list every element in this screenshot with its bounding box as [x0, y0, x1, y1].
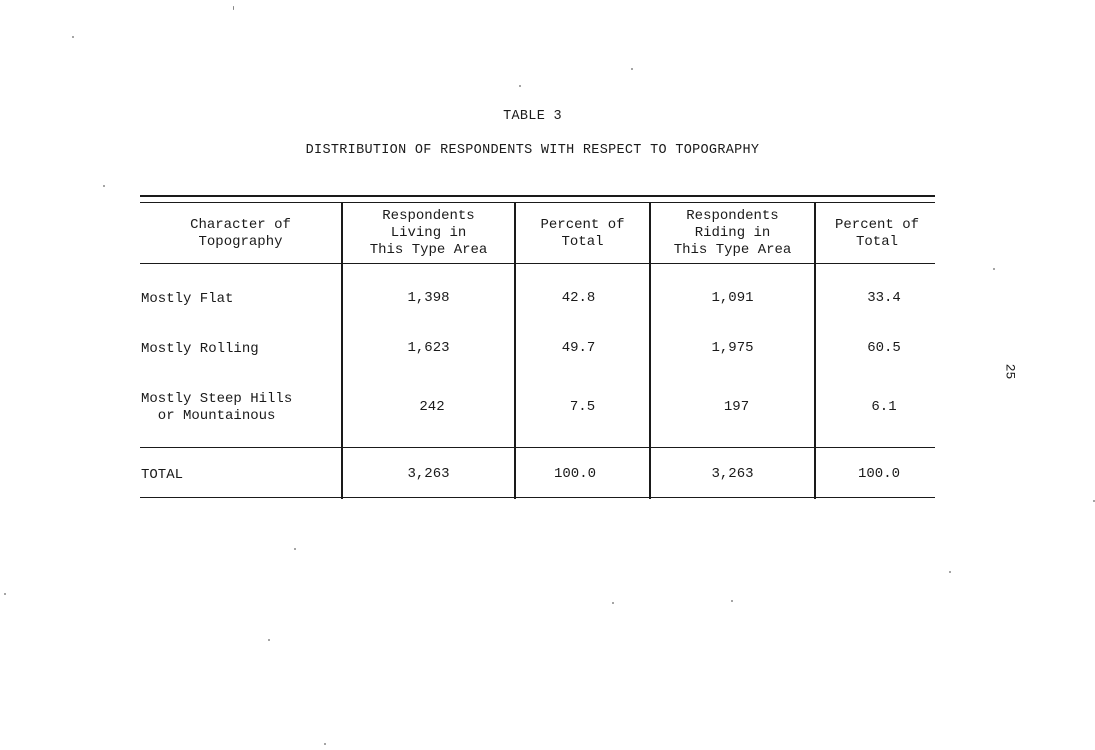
scan-speck — [72, 36, 74, 38]
scan-speck — [294, 548, 296, 550]
table-cell: 1,091 — [711, 290, 754, 306]
table-cell: 33.4 — [867, 290, 901, 306]
scan-speck — [949, 571, 951, 573]
scan-speck — [233, 6, 234, 10]
table-cell: 1,398 — [407, 290, 450, 306]
table-cell: 7.5 — [569, 399, 596, 415]
scan-speck — [519, 85, 521, 87]
scan-speck — [993, 268, 995, 270]
table-cell: 6.1 — [871, 399, 897, 415]
header-respondents-riding: Respondents Riding in This Type Area — [673, 208, 792, 258]
table-cell: 1,975 — [711, 340, 754, 356]
table-number: TABLE 3 — [503, 109, 562, 124]
header-percent-living: Percent of Total — [540, 217, 625, 250]
table-cell: 197 — [723, 399, 750, 415]
total-cell: 3,263 — [407, 466, 450, 482]
table-cell: 242 — [419, 399, 445, 415]
header-percent-riding: Percent of Total — [834, 217, 919, 250]
page-number: 25 — [1002, 363, 1018, 380]
scan-speck — [103, 185, 105, 187]
table-cell: 1,623 — [407, 340, 450, 356]
total-label: TOTAL — [141, 467, 184, 483]
total-cell: 3,263 — [711, 466, 754, 482]
total-cell: 100.0 — [857, 466, 900, 482]
total-cell: 100.0 — [553, 466, 596, 482]
scan-speck — [268, 639, 270, 641]
header-topography: Character of Topography — [190, 217, 291, 250]
scan-speck — [612, 602, 614, 604]
scan-speck — [631, 68, 633, 70]
header-respondents-living: Respondents Living in This Type Area — [369, 208, 488, 258]
table-cell: 49.7 — [561, 340, 596, 356]
table-title: DISTRIBUTION OF RESPONDENTS WITH RESPECT TO TOPOGRAPHY — [305, 143, 760, 158]
scan-speck — [4, 593, 6, 595]
scan-speck — [324, 743, 326, 745]
table-cell: 60.5 — [867, 340, 901, 356]
row-label: Mostly Steep Hills or Mountainous — [141, 391, 293, 424]
table-cell: 42.8 — [561, 290, 596, 306]
scan-speck — [731, 600, 733, 602]
table-top-rule — [140, 195, 935, 197]
row-label: Mostly Flat — [141, 291, 234, 307]
row-label: Mostly Rolling — [141, 341, 259, 357]
